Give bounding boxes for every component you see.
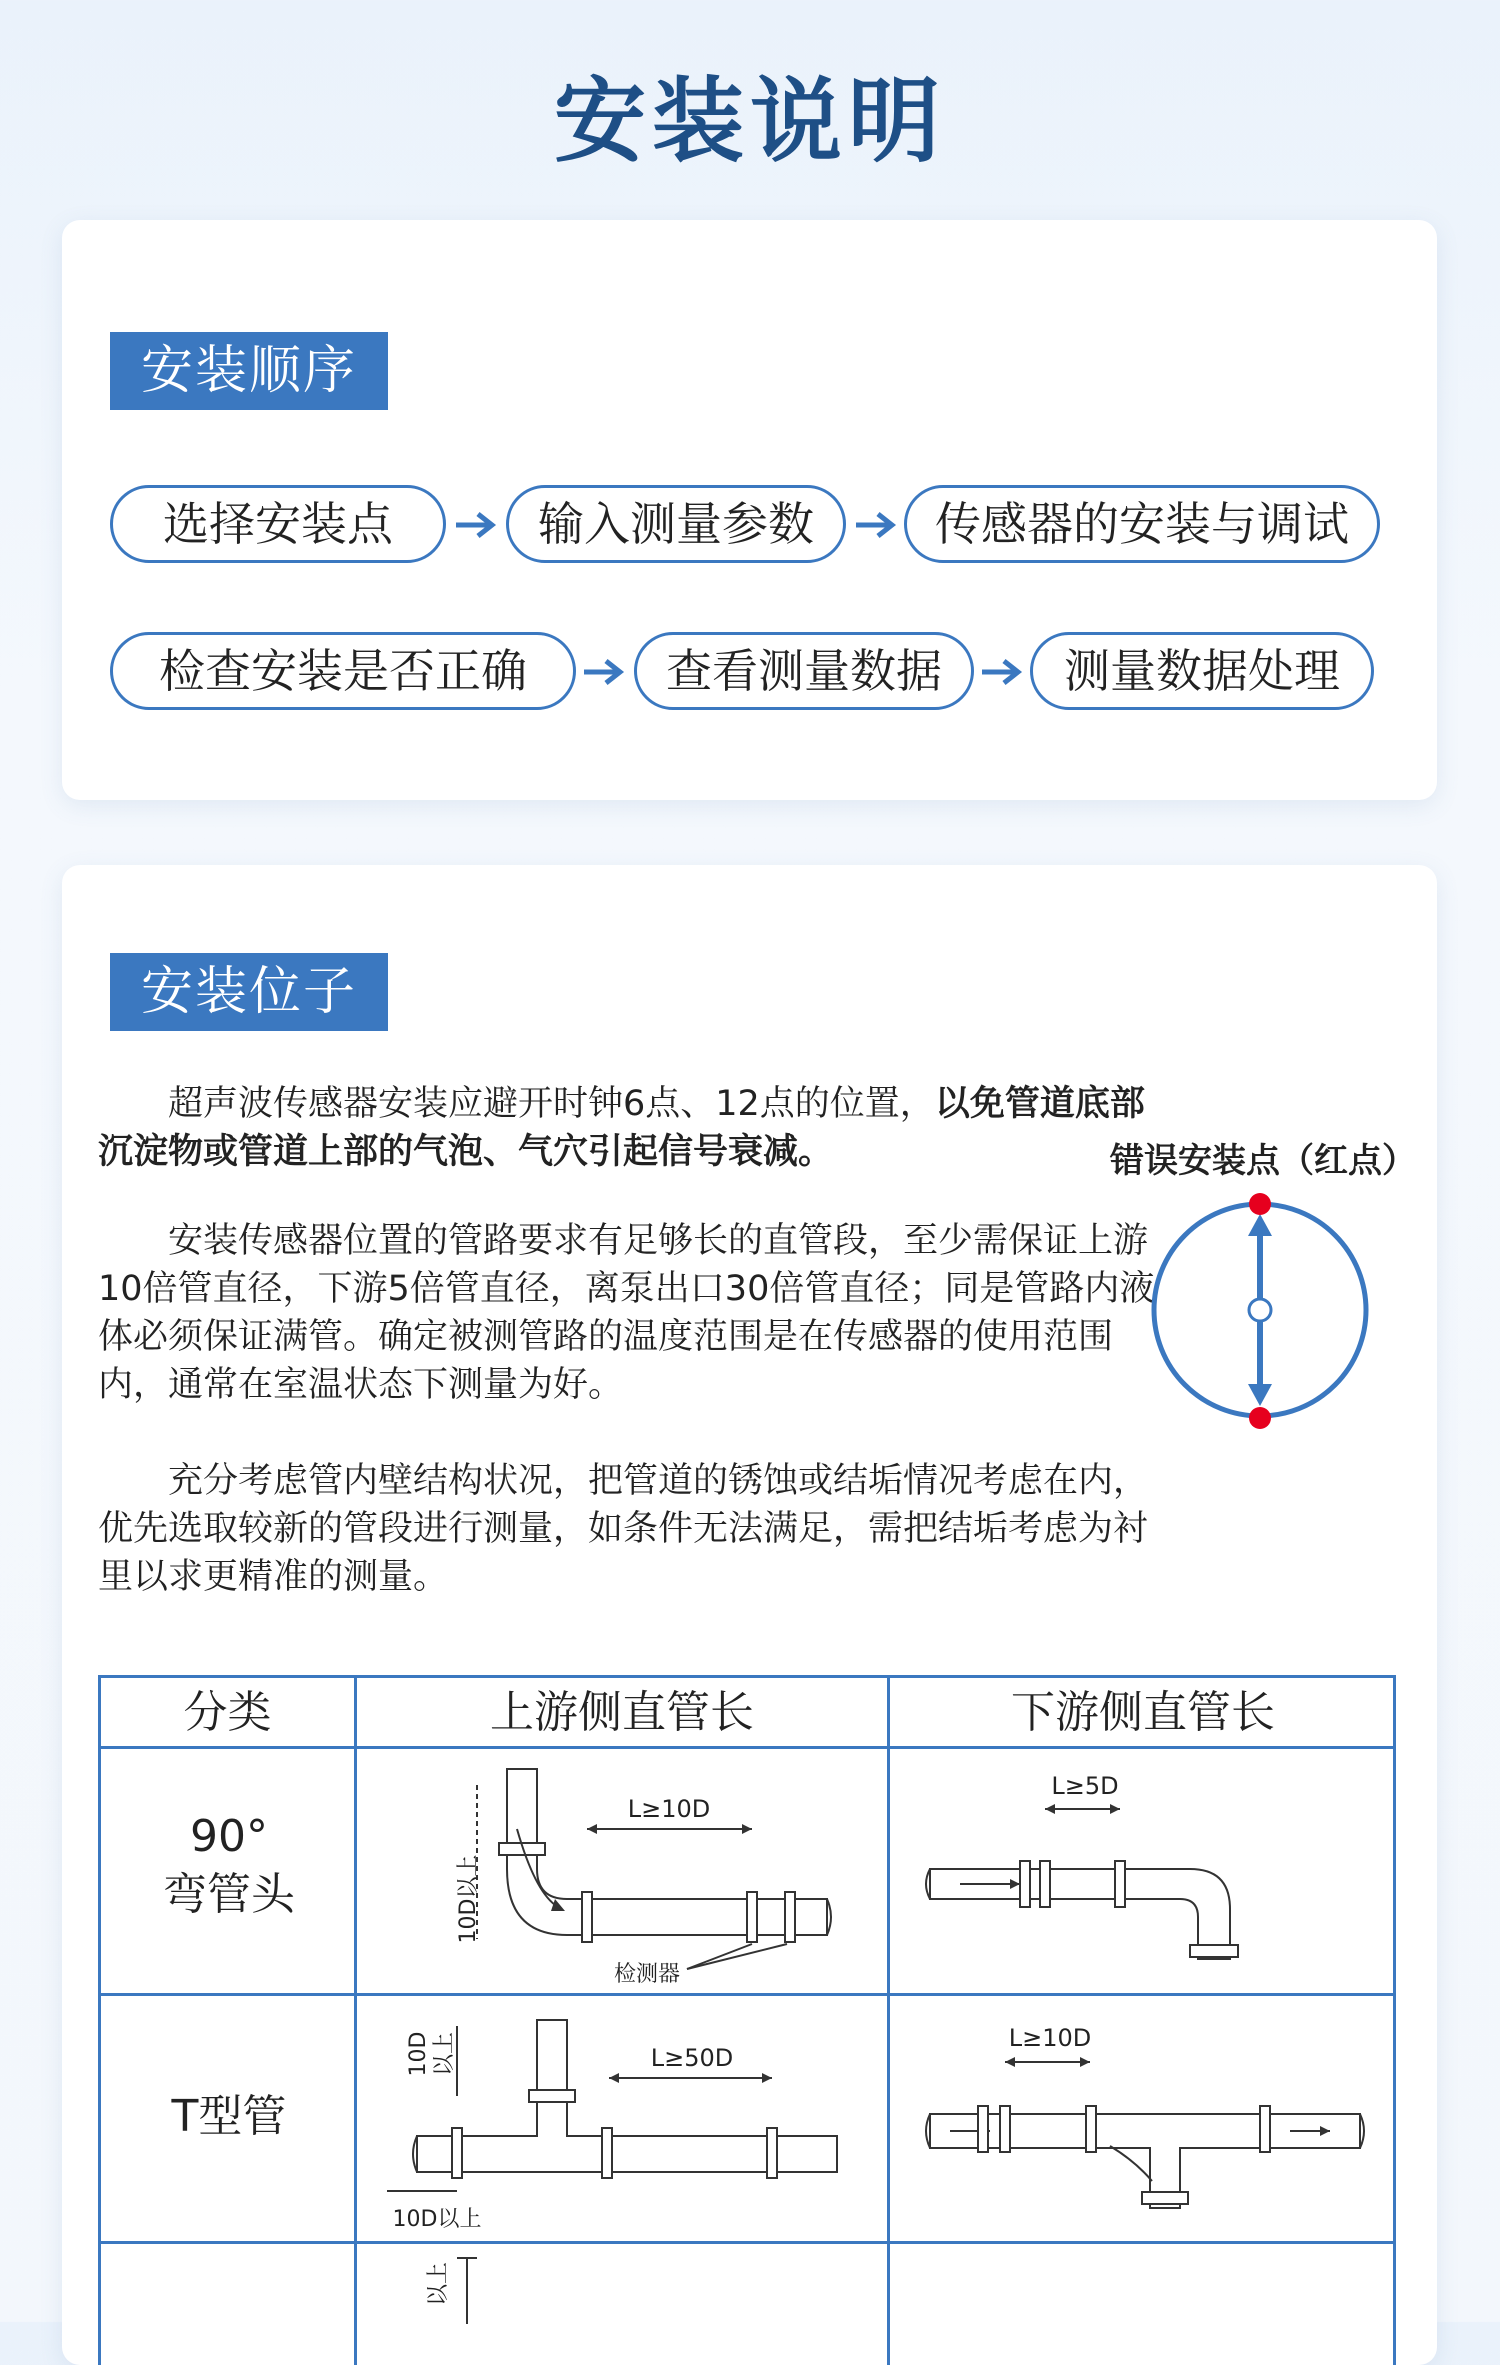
tee-downstream-diagram — [890, 1996, 1396, 2241]
paragraph-straight-pipe — [98, 1217, 1168, 1409]
elbow-downstream-diagram — [890, 1749, 1396, 1993]
arrow-up-icon — [1248, 1214, 1272, 1236]
paragraph-text: 充分考虑管内壁结构状况，把管道的锈蚀或结垢情况考虑在内，优先选取较新的管段进行测量，如条件无法满足，需把结垢考虑为衬里以求更精准的测量。 — [98, 1461, 1149, 1597]
paragraph-inner-wall — [98, 1457, 1168, 1601]
row3-upstream-diagram — [357, 2244, 887, 2364]
side-dim-label: 10D — [406, 2031, 431, 2077]
paragraph-normal: 超声波传感器安装应避开时钟6点、12点的位置， — [168, 1084, 935, 1124]
error-point-label: 错误安装点（红点） — [1110, 1141, 1416, 1181]
sequence-card — [62, 220, 1437, 800]
center-point — [1249, 1299, 1271, 1321]
label-line: 90° — [190, 1811, 268, 1862]
header-upstream: 上游侧直管长 — [490, 1687, 754, 1738]
pipe-cross-section-diagram — [1142, 1192, 1382, 1432]
paragraph-text: 安装传感器位置的管路要求有足够长的直管段，至少需保证上游10倍管直径，下游5倍管直径，离泵出口30倍管直径；同是管路内液体必须保证满管。确定被测管路的温度范围是在传感器的使用范围内，通常在室温状态下测量为好。 — [98, 1221, 1155, 1405]
step-input-params: 输入测量参数 — [506, 485, 846, 563]
detector-label: 检测器 — [613, 1962, 681, 1987]
elbow-upstream-diagram — [357, 1749, 887, 1993]
paragraph-bold: 以免管道底部沉淀物或管道上部的气泡、气穴引起信号衰减。 — [98, 1084, 1145, 1172]
error-point-bottom — [1249, 1407, 1271, 1429]
arrow-right-icon — [454, 510, 498, 540]
position-tag: 安装位子 — [110, 953, 388, 1031]
step-select-point: 选择安装点 — [110, 485, 446, 563]
page-title: 安装说明 — [553, 68, 946, 175]
step-check-install: 检查安装是否正确 — [110, 632, 576, 710]
row-label-tee: T型管 — [171, 2091, 287, 2142]
side-dim-label: 以上 — [432, 2031, 457, 2077]
arrow-right-icon — [980, 657, 1024, 687]
length-label: L≥50D — [650, 2044, 734, 2072]
straight-pipe-table — [98, 1675, 1396, 2365]
length-label: L≥5D — [1051, 1772, 1119, 1800]
tee-upstream-diagram — [357, 1996, 887, 2241]
header-downstream: 下游侧直管长 — [1011, 1687, 1275, 1738]
row-label-elbow — [101, 1808, 357, 1924]
error-point-top — [1249, 1193, 1271, 1215]
arrow-right-icon — [582, 657, 626, 687]
step-view-data: 查看测量数据 — [634, 632, 974, 710]
bottom-dim-label: 10D以上 — [392, 2207, 482, 2232]
arrow-down-icon — [1248, 1384, 1272, 1406]
length-label: L≥10D — [627, 1795, 711, 1823]
step-sensor-install: 传感器的安装与调试 — [904, 485, 1380, 563]
length-label: L≥10D — [1008, 2024, 1092, 2052]
side-dim-label: 10D以上 — [456, 1854, 481, 1944]
label-line: 弯管头 — [163, 1869, 295, 1920]
arrow-right-icon — [854, 510, 898, 540]
side-dim-label: 以上 — [426, 2261, 451, 2307]
step-process-data: 测量数据处理 — [1030, 632, 1374, 710]
sequence-tag: 安装顺序 — [110, 332, 388, 410]
header-category: 分类 — [183, 1687, 272, 1738]
position-card — [62, 865, 1437, 2365]
paragraph-avoid-positions — [98, 1080, 1168, 1176]
